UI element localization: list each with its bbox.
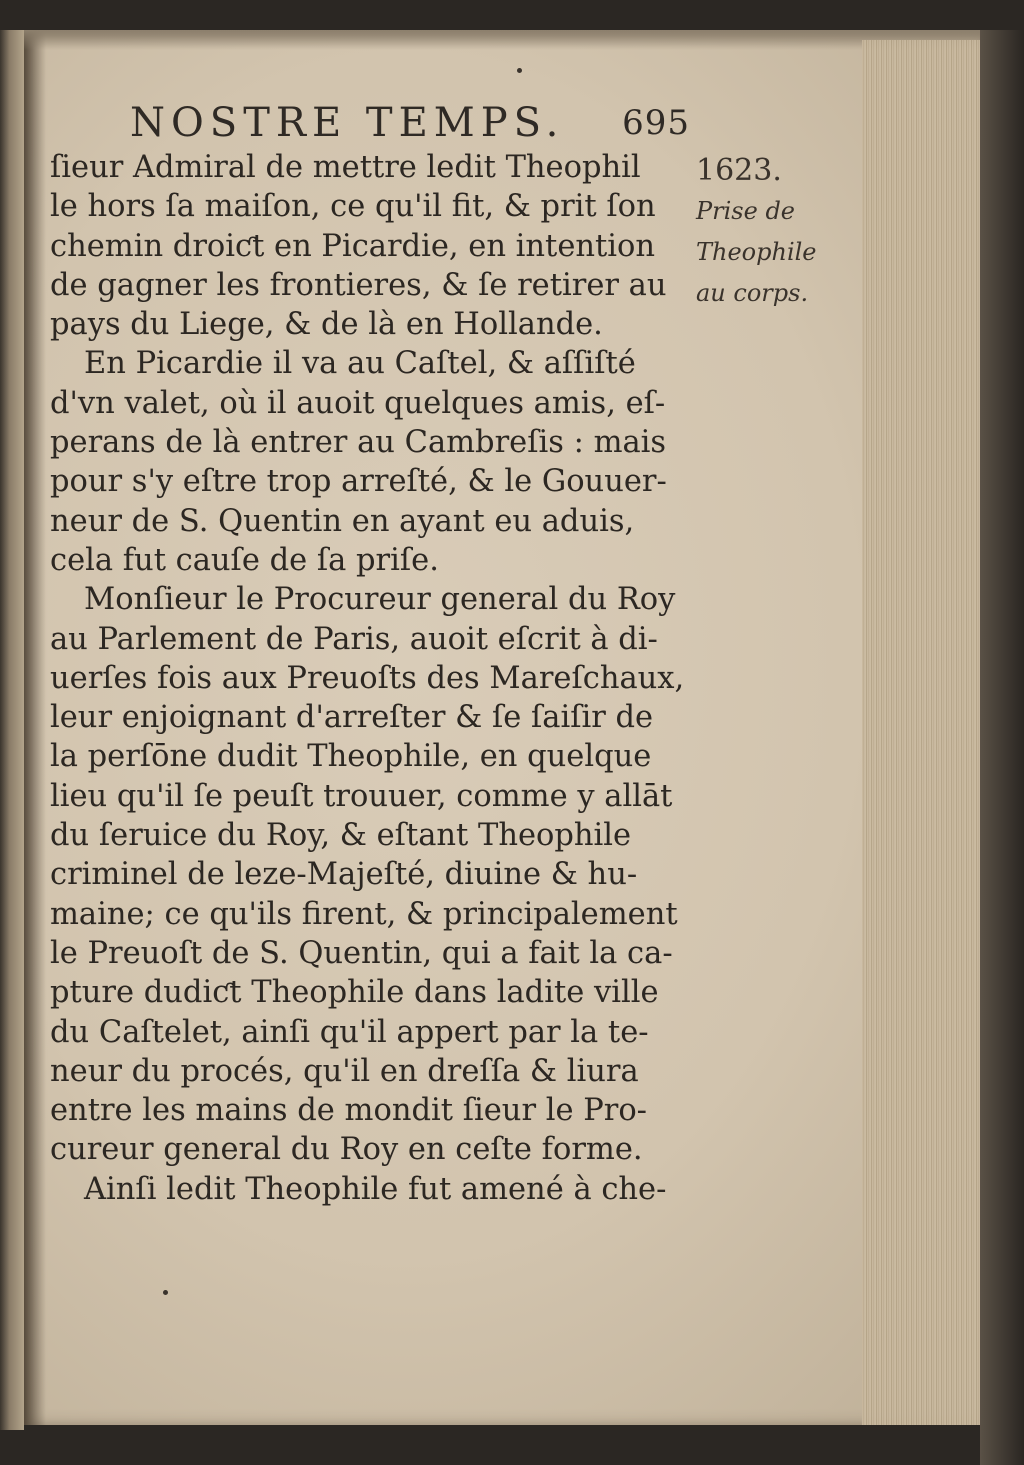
text-line: de gagner les frontieres, & ſe retirer au bbox=[50, 267, 667, 303]
running-head-title: NOSTRE TEMPS. bbox=[130, 100, 565, 146]
margin-note-line: Prise de bbox=[696, 197, 796, 225]
page-block-edges bbox=[862, 40, 984, 1425]
text-line: chemin droiƈt en Picardie, en intention bbox=[50, 228, 656, 264]
text-line: pture dudiƈt Theophile dans ladite ville bbox=[50, 975, 659, 1011]
text-line: pour s'y eſtre trop arreſté, & le Gouuer- bbox=[50, 464, 667, 500]
text-line: entre les mains de mondit ſieur le Pro- bbox=[50, 1093, 647, 1129]
ink-speck bbox=[163, 1290, 168, 1295]
marginal-note bbox=[696, 150, 846, 314]
body-text bbox=[50, 148, 690, 1209]
text-line: leur enjoignant d'arreſter & ſe ſaiſir de bbox=[50, 700, 654, 736]
text-line: ſieur Admiral de mettre ledit Theophil bbox=[50, 150, 641, 185]
text-line: du Caſtelet, ainſi qu'il appert par la te- bbox=[50, 1014, 649, 1050]
running-header bbox=[130, 98, 690, 148]
margin-year: 1623. bbox=[696, 153, 782, 188]
text-line: la perſōne dudit Theophile, en quelque bbox=[50, 739, 652, 775]
margin-note-line: Theophile bbox=[696, 238, 817, 266]
text-line: pays du Liege, & de là en Hollande. bbox=[50, 307, 603, 343]
text-line: perans de là entrer au Cambreſis : mais bbox=[50, 425, 667, 461]
paragraph-start-line: Monſieur le Procureur general du Roy bbox=[84, 582, 676, 618]
text-line: neur de S. Quentin en ayant eu aduis, bbox=[50, 503, 635, 539]
paragraph-start-line: En Picardie il va au Caſtel, & aſſiſté bbox=[84, 346, 636, 382]
text-line: criminel de leze-Majeſté, diuine & hu- bbox=[50, 857, 638, 893]
text-line: au Parlement de Paris, auoit eſcrit à di- bbox=[50, 621, 658, 657]
gutter-shadow bbox=[24, 30, 46, 1425]
margin-note-line: au corps. bbox=[696, 279, 809, 307]
text-line: maine; ce qu'ils firent, & principalement bbox=[50, 896, 678, 932]
top-edge-shadow bbox=[24, 30, 984, 50]
facing-page-edge bbox=[0, 30, 24, 1430]
text-line: neur du procés, qu'il en dreſſa & liura bbox=[50, 1053, 639, 1089]
book-fore-edge bbox=[980, 30, 1024, 1465]
text-line: cela fut cauſe de ſa priſe. bbox=[50, 542, 439, 578]
page-number: 695 bbox=[622, 103, 690, 143]
text-line: le Preuoſt de S. Quentin, qui a fait la ca- bbox=[50, 935, 673, 971]
text-line: du ſeruice du Roy, & eſtant Theophile bbox=[50, 818, 632, 854]
text-line: le hors ſa maiſon, ce qu'il fit, & prit ſon bbox=[50, 189, 656, 225]
text-line: uerſes fois aux Preuoſts des Mareſchaux, bbox=[50, 660, 685, 696]
paragraph-start-line: Ainſi ledit Theophile fut amené à che- bbox=[84, 1171, 667, 1207]
ink-speck bbox=[517, 68, 522, 73]
text-line: lieu qu'il ſe peuſt trouuer, comme y allāt bbox=[50, 778, 673, 814]
text-line: d'vn valet, où il auoit quelques amis, eſ- bbox=[50, 385, 666, 421]
text-line: cureur general du Roy en ceſte forme. bbox=[50, 1132, 643, 1168]
